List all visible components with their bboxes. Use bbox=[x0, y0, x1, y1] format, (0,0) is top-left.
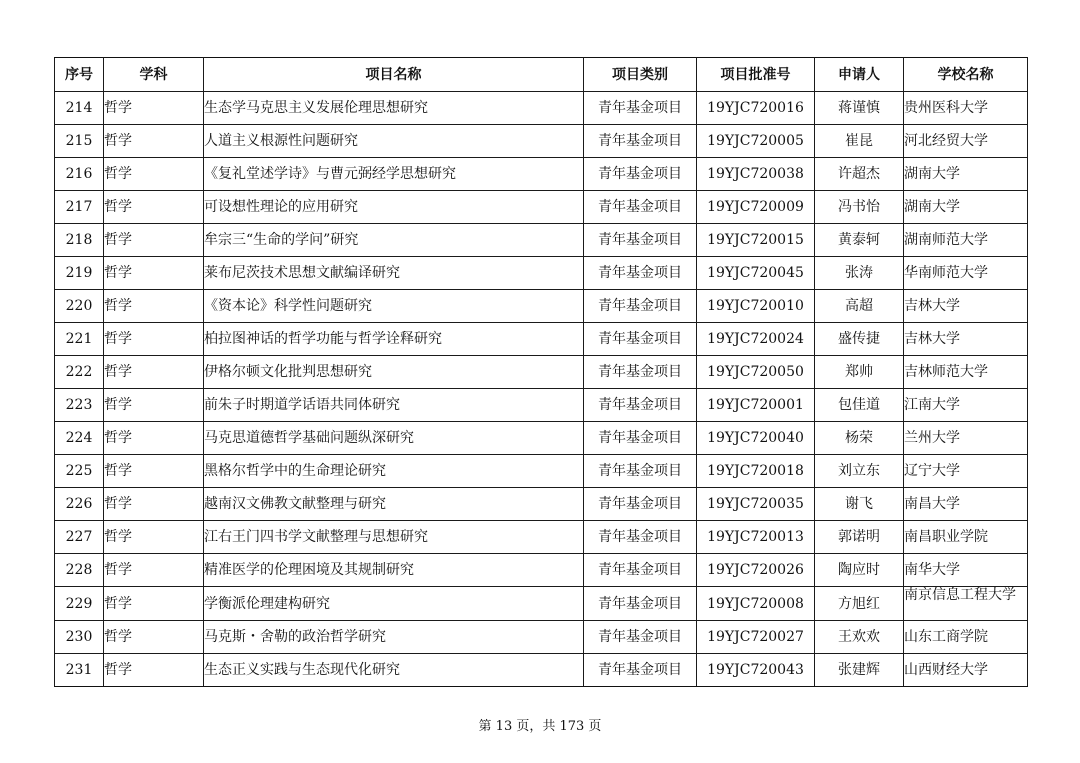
cell-code: 19YJC720038 bbox=[697, 158, 815, 191]
cell-school: 南昌大学 bbox=[904, 488, 1028, 521]
cell-title: 牟宗三“生命的学问”研究 bbox=[204, 224, 584, 257]
cell-applicant: 张涛 bbox=[815, 257, 904, 290]
cell-code: 19YJC720035 bbox=[697, 488, 815, 521]
table-row bbox=[55, 125, 1028, 158]
cell-no: 219 bbox=[55, 257, 104, 290]
cell-type: 青年基金项目 bbox=[584, 323, 697, 356]
project-table bbox=[54, 57, 1028, 687]
cell-code: 19YJC720043 bbox=[697, 654, 815, 687]
cell-applicant: 郭诺明 bbox=[815, 521, 904, 554]
cell-title: 人道主义根源性问题研究 bbox=[204, 125, 584, 158]
cell-school: 河北经贸大学 bbox=[904, 125, 1028, 158]
cell-code: 19YJC720045 bbox=[697, 257, 815, 290]
cell-title: 马克斯・舍勒的政治哲学研究 bbox=[204, 621, 584, 654]
cell-type: 青年基金项目 bbox=[584, 587, 697, 621]
cell-title: 精准医学的伦理困境及其规制研究 bbox=[204, 554, 584, 587]
cell-title: 莱布尼茨技术思想文献编译研究 bbox=[204, 257, 584, 290]
cell-applicant: 冯书怡 bbox=[815, 191, 904, 224]
cell-no: 223 bbox=[55, 389, 104, 422]
cell-type: 青年基金项目 bbox=[584, 257, 697, 290]
cell-title: 越南汉文佛教文献整理与研究 bbox=[204, 488, 584, 521]
cell-school: 南京信息工程大学 bbox=[904, 587, 1028, 621]
cell-applicant: 盛传捷 bbox=[815, 323, 904, 356]
table-row bbox=[55, 224, 1028, 257]
cell-no: 221 bbox=[55, 323, 104, 356]
cell-school: 辽宁大学 bbox=[904, 455, 1028, 488]
cell-applicant: 张建辉 bbox=[815, 654, 904, 687]
cell-type: 青年基金项目 bbox=[584, 224, 697, 257]
cell-no: 222 bbox=[55, 356, 104, 389]
cell-school: 山东工商学院 bbox=[904, 621, 1028, 654]
cell-no: 224 bbox=[55, 422, 104, 455]
table-row bbox=[55, 191, 1028, 224]
cell-school: 湖南师范大学 bbox=[904, 224, 1028, 257]
table-row bbox=[55, 455, 1028, 488]
table-header-row bbox=[55, 58, 1028, 92]
cell-no: 220 bbox=[55, 290, 104, 323]
table-row bbox=[55, 323, 1028, 356]
header-title: 项目名称 bbox=[204, 58, 584, 92]
cell-type: 青年基金项目 bbox=[584, 554, 697, 587]
cell-school: 江南大学 bbox=[904, 389, 1028, 422]
cell-applicant: 崔昆 bbox=[815, 125, 904, 158]
table-row bbox=[55, 422, 1028, 455]
cell-no: 227 bbox=[55, 521, 104, 554]
cell-no: 215 bbox=[55, 125, 104, 158]
cell-school: 贵州医科大学 bbox=[904, 92, 1028, 125]
cell-code: 19YJC720018 bbox=[697, 455, 815, 488]
cell-title: 生态正义实践与生态现代化研究 bbox=[204, 654, 584, 687]
cell-subject: 哲学 bbox=[104, 488, 204, 521]
cell-no: 230 bbox=[55, 621, 104, 654]
cell-school: 兰州大学 bbox=[904, 422, 1028, 455]
cell-school: 华南师范大学 bbox=[904, 257, 1028, 290]
cell-school: 南昌职业学院 bbox=[904, 521, 1028, 554]
cell-no: 226 bbox=[55, 488, 104, 521]
cell-code: 19YJC720008 bbox=[697, 587, 815, 621]
table-row bbox=[55, 654, 1028, 687]
cell-type: 青年基金项目 bbox=[584, 125, 697, 158]
cell-code: 19YJC720026 bbox=[697, 554, 815, 587]
cell-code: 19YJC720040 bbox=[697, 422, 815, 455]
cell-title: 《复礼堂述学诗》与曹元弼经学思想研究 bbox=[204, 158, 584, 191]
cell-title: 生态学马克思主义发展伦理思想研究 bbox=[204, 92, 584, 125]
table-row bbox=[55, 587, 1028, 621]
cell-subject: 哲学 bbox=[104, 323, 204, 356]
cell-subject: 哲学 bbox=[104, 158, 204, 191]
header-type: 项目类别 bbox=[584, 58, 697, 92]
cell-applicant: 黄泰轲 bbox=[815, 224, 904, 257]
header-subject: 学科 bbox=[104, 58, 204, 92]
table-row bbox=[55, 92, 1028, 125]
cell-school: 吉林师范大学 bbox=[904, 356, 1028, 389]
cell-applicant: 高超 bbox=[815, 290, 904, 323]
cell-title: 可设想性理论的应用研究 bbox=[204, 191, 584, 224]
cell-subject: 哲学 bbox=[104, 257, 204, 290]
cell-school: 吉林大学 bbox=[904, 290, 1028, 323]
cell-applicant: 郑帅 bbox=[815, 356, 904, 389]
cell-code: 19YJC720027 bbox=[697, 621, 815, 654]
cell-applicant: 许超杰 bbox=[815, 158, 904, 191]
cell-no: 228 bbox=[55, 554, 104, 587]
cell-subject: 哲学 bbox=[104, 455, 204, 488]
cell-subject: 哲学 bbox=[104, 92, 204, 125]
cell-type: 青年基金项目 bbox=[584, 290, 697, 323]
cell-code: 19YJC720024 bbox=[697, 323, 815, 356]
table-row bbox=[55, 257, 1028, 290]
table-row bbox=[55, 521, 1028, 554]
header-no: 序号 bbox=[55, 58, 104, 92]
table-row bbox=[55, 290, 1028, 323]
cell-applicant: 谢飞 bbox=[815, 488, 904, 521]
cell-applicant: 方旭红 bbox=[815, 587, 904, 621]
table-row bbox=[55, 554, 1028, 587]
cell-no: 217 bbox=[55, 191, 104, 224]
cell-subject: 哲学 bbox=[104, 224, 204, 257]
header-applicant: 申请人 bbox=[815, 58, 904, 92]
cell-code: 19YJC720005 bbox=[697, 125, 815, 158]
cell-title: 前朱子时期道学话语共同体研究 bbox=[204, 389, 584, 422]
cell-subject: 哲学 bbox=[104, 422, 204, 455]
table-row bbox=[55, 356, 1028, 389]
cell-code: 19YJC720010 bbox=[697, 290, 815, 323]
cell-code: 19YJC720013 bbox=[697, 521, 815, 554]
cell-no: 216 bbox=[55, 158, 104, 191]
cell-subject: 哲学 bbox=[104, 290, 204, 323]
cell-title: 学衡派伦理建构研究 bbox=[204, 587, 584, 621]
cell-subject: 哲学 bbox=[104, 389, 204, 422]
cell-applicant: 包佳道 bbox=[815, 389, 904, 422]
cell-subject: 哲学 bbox=[104, 654, 204, 687]
cell-code: 19YJC720015 bbox=[697, 224, 815, 257]
cell-subject: 哲学 bbox=[104, 125, 204, 158]
cell-subject: 哲学 bbox=[104, 587, 204, 621]
cell-no: 231 bbox=[55, 654, 104, 687]
table-row bbox=[55, 488, 1028, 521]
table-row bbox=[55, 621, 1028, 654]
cell-school: 山西财经大学 bbox=[904, 654, 1028, 687]
cell-no: 218 bbox=[55, 224, 104, 257]
cell-type: 青年基金项目 bbox=[584, 191, 697, 224]
cell-subject: 哲学 bbox=[104, 554, 204, 587]
cell-subject: 哲学 bbox=[104, 191, 204, 224]
cell-school: 吉林大学 bbox=[904, 323, 1028, 356]
cell-school: 湖南大学 bbox=[904, 158, 1028, 191]
cell-title: 伊格尔顿文化批判思想研究 bbox=[204, 356, 584, 389]
cell-type: 青年基金项目 bbox=[584, 654, 697, 687]
cell-title: 黑格尔哲学中的生命理论研究 bbox=[204, 455, 584, 488]
cell-school: 湖南大学 bbox=[904, 191, 1028, 224]
cell-applicant: 蒋谨慎 bbox=[815, 92, 904, 125]
cell-code: 19YJC720050 bbox=[697, 356, 815, 389]
cell-type: 青年基金项目 bbox=[584, 488, 697, 521]
page-number: 第 13 页，共 173 页 bbox=[478, 719, 602, 734]
cell-code: 19YJC720016 bbox=[697, 92, 815, 125]
cell-subject: 哲学 bbox=[104, 356, 204, 389]
cell-type: 青年基金项目 bbox=[584, 521, 697, 554]
cell-type: 青年基金项目 bbox=[584, 455, 697, 488]
cell-type: 青年基金项目 bbox=[584, 356, 697, 389]
cell-title: 柏拉图神话的哲学功能与哲学诠释研究 bbox=[204, 323, 584, 356]
cell-title: 江右王门四书学文献整理与思想研究 bbox=[204, 521, 584, 554]
table-row bbox=[55, 389, 1028, 422]
cell-applicant: 王欢欢 bbox=[815, 621, 904, 654]
cell-code: 19YJC720009 bbox=[697, 191, 815, 224]
cell-applicant: 刘立东 bbox=[815, 455, 904, 488]
cell-school: 南华大学 bbox=[904, 554, 1028, 587]
cell-title: 《资本论》科学性问题研究 bbox=[204, 290, 584, 323]
cell-title: 马克思道德哲学基础问题纵深研究 bbox=[204, 422, 584, 455]
table-row bbox=[55, 158, 1028, 191]
cell-subject: 哲学 bbox=[104, 621, 204, 654]
header-code: 项目批准号 bbox=[697, 58, 815, 92]
header-school: 学校名称 bbox=[904, 58, 1028, 92]
cell-type: 青年基金项目 bbox=[584, 158, 697, 191]
cell-no: 229 bbox=[55, 587, 104, 621]
cell-subject: 哲学 bbox=[104, 521, 204, 554]
cell-no: 214 bbox=[55, 92, 104, 125]
cell-type: 青年基金项目 bbox=[584, 621, 697, 654]
cell-type: 青年基金项目 bbox=[584, 92, 697, 125]
cell-applicant: 陶应时 bbox=[815, 554, 904, 587]
cell-code: 19YJC720001 bbox=[697, 389, 815, 422]
cell-type: 青年基金项目 bbox=[584, 389, 697, 422]
cell-applicant: 杨荣 bbox=[815, 422, 904, 455]
cell-no: 225 bbox=[55, 455, 104, 488]
cell-type: 青年基金项目 bbox=[584, 422, 697, 455]
